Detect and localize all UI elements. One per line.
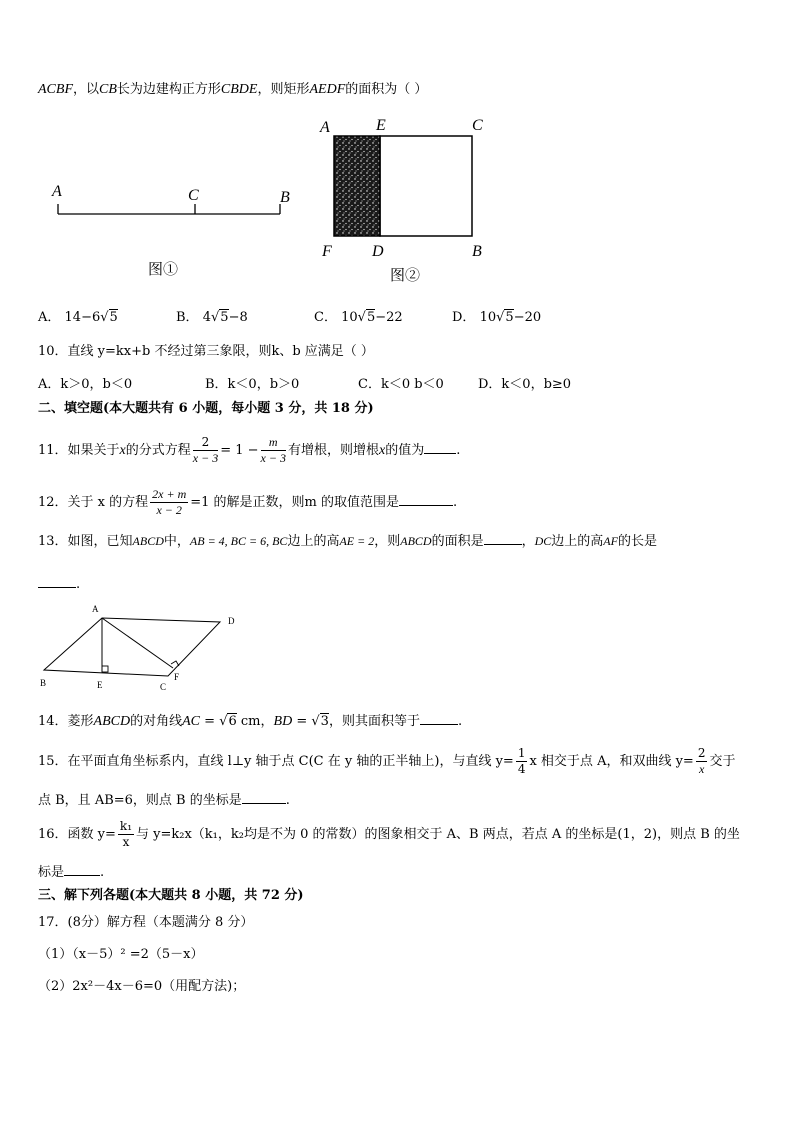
q13-area-blank[interactable]: [484, 530, 522, 545]
q9-option-a: A． 14−6√5: [38, 310, 118, 325]
fig2-label-b: B: [472, 243, 482, 260]
q9-option-c: C． 10√5−22: [314, 310, 403, 325]
q9-acbf: ACBF: [38, 82, 73, 97]
section-3-heading: 三、解下列各题(本大题共 8 小题，共 72 分): [38, 888, 304, 903]
fig2-label-f: F: [322, 243, 332, 260]
q13-fig-label-d: D: [228, 616, 235, 626]
fig2-label-c: C: [472, 117, 483, 134]
q10-option-d: D．k＜0，b≥0: [478, 377, 572, 392]
fig1-label-b: B: [280, 189, 290, 206]
q14: 14．菱形ABCD的对角线AC = √6 cm，BD = √3，则其面积等于 .: [38, 710, 764, 732]
q10-stem: 10．直线 y=kx+b 不经过第三象限，则k、b 应满足（ ）: [38, 344, 374, 359]
q16-line2: 标是 .: [38, 861, 764, 883]
q13-fig-label-c: C: [160, 682, 167, 692]
q15-fraction-2: $\frac{2}{x}$: [697, 746, 706, 776]
figure-2: [318, 112, 498, 287]
q15-line2: 点 B，且 AB=6，则点 B 的坐标是 .: [38, 789, 764, 811]
q9-option-b: B． 4√5−8: [176, 310, 248, 325]
q16-answer-blank[interactable]: [64, 861, 100, 876]
q14-answer-blank[interactable]: [420, 710, 458, 725]
q12-fraction: $\frac{2x + m}{x - 2}$: [152, 487, 187, 517]
q11: 11．如果关于x的分式方程 $\frac{2}{x - 3}$ = 1 − $\frac{m}{x - 3}$ 有增根，则增根x的值为 .: [38, 435, 461, 465]
fig1-label-c: C: [188, 187, 199, 204]
fig2-caption: 图②: [390, 268, 421, 284]
q15-answer-blank[interactable]: [242, 789, 286, 804]
q13-fig-label-b: B: [40, 678, 47, 688]
q13-parallelogram-figure: [34, 600, 246, 694]
q11-fraction-2: $\frac{m}{x - 3}$: [260, 435, 286, 465]
q11-answer-blank[interactable]: [424, 439, 456, 454]
q13-fig-label-e: E: [97, 680, 103, 690]
q17-part-1: （1）（x－5）² =2（5－x）: [38, 947, 204, 962]
q12-answer-blank[interactable]: [399, 491, 453, 506]
fig2-label-d: D: [372, 243, 384, 260]
q17-part-2: （2）2x²－4x－6=0（用配方法)；: [38, 979, 246, 994]
q11-fraction-1: $\frac{2}{x - 3}$: [192, 435, 219, 465]
q15-fraction-1: $\frac{1}{4}$: [517, 746, 526, 776]
q9-stem: ACBF，以CB长为边建构正方形CBDE，则矩形AEDF的面积为（ ）: [38, 82, 428, 97]
q16-fraction: $\frac{\text{k₁}}{x}$: [119, 819, 133, 849]
fig2-label-e: E: [376, 117, 386, 134]
q16: 16．函数 y= $\frac{\text{k₁}}{x}$ 与 y=k₂x（k₁，k₂均是不为 0 的常数）的图象相交于 A、B 两点，若点 A 的坐标是(1，2)，则点 B 的坐: [38, 819, 740, 849]
q13-length-blank[interactable]: [38, 573, 76, 588]
fig1-caption: 图①: [148, 262, 179, 278]
fig1-label-a: A: [52, 183, 62, 200]
q13-line2: .: [38, 573, 764, 595]
q12: 12．关于 x 的方程 $\frac{2x + m}{x - 2}$ =1 的解是正数，则m 的取值范围是 .: [38, 487, 458, 517]
q10-option-a: A．k＞0，b＜0: [38, 377, 133, 392]
fig2-label-a: A: [320, 119, 330, 136]
figure-1: [40, 180, 300, 280]
q15: 15．在平面直角坐标系内，直线 l⊥y 轴于点 C(C 在 y 轴的正半轴上)，与直线 y= $\frac{1}{4}$ x 相交于点 A，和双曲线 y= $\frac{2}{x}$ 交于: [38, 746, 736, 776]
q13-fig-label-f: F: [174, 672, 180, 682]
q13: 13．如图，已知ABCD中，AB = 4, BC = 6, BC边上的高AE = 2，则ABCD的面积是 ，DC边上的高AF的长是: [38, 530, 764, 552]
q10-option-b: B．k＜0，b＞0: [205, 377, 300, 392]
q10-option-c: C．k＜0 b＜0: [358, 377, 444, 392]
q13-fig-label-a: A: [92, 604, 99, 614]
q9-option-d: D． 10√5−20: [452, 310, 542, 325]
q17-title: 17．(8分）解方程（本题满分 8 分）: [38, 915, 254, 930]
section-2-heading: 二、填空题(本大题共有 6 小题，每小题 3 分，共 18 分): [38, 401, 374, 416]
